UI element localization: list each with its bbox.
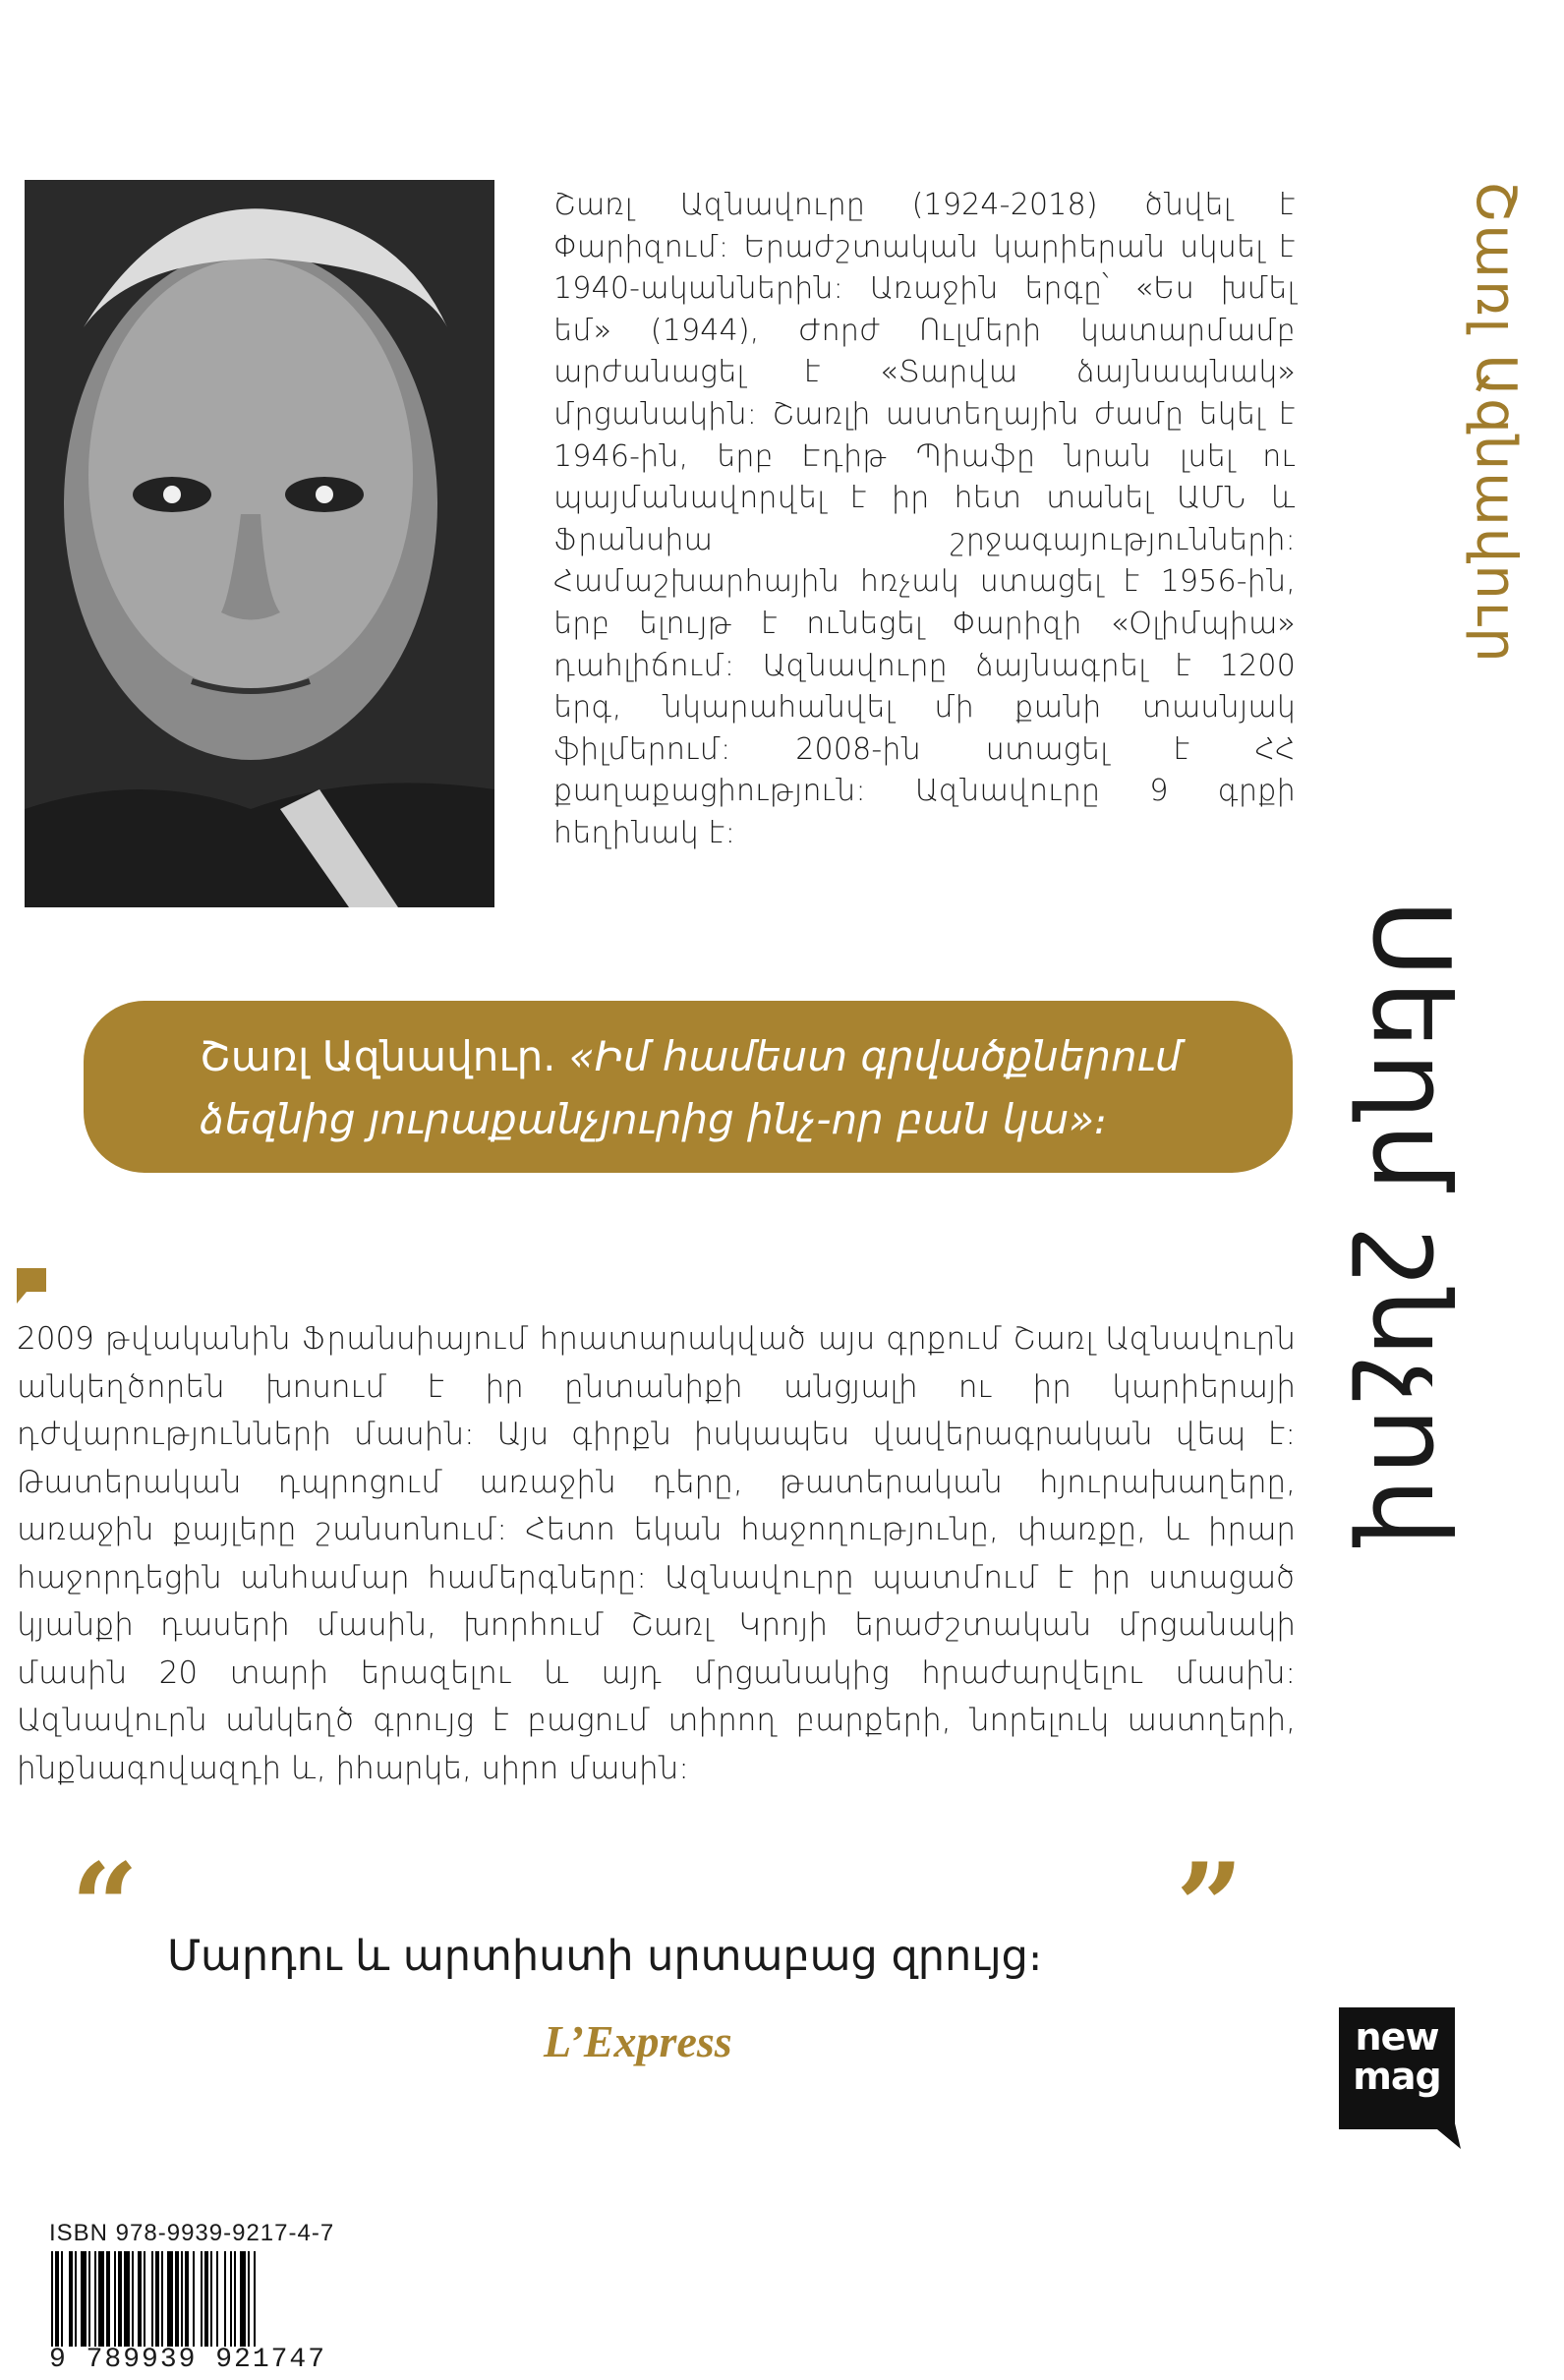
spine-author: Շառլ Ազնավուր [1464,181,1529,665]
praise-source: L’Express [544,2016,732,2066]
open-quote-mark: “ [71,1837,140,1976]
pull-quote-text: «Իմ համեստ գրվածքներում ձեզնից յուրաքանչյուրից ինչ-որ բան կա»։ [200,1032,1182,1143]
book-description [17,1315,1296,1792]
publisher-logo [1339,2007,1461,2149]
publisher-name-line2: mag [1353,2055,1441,2098]
barcode [49,2251,344,2347]
spine [1348,167,1529,1602]
isbn-label: ISBN 978-9939-9217-4-7 [49,2220,335,2246]
publisher-name-line1: new [1355,2015,1439,2059]
praise-text: Մարդու և արտիստի սրտաբաց զրույց։ [167,1932,1043,1981]
speech-bubble-icon [17,1268,46,1304]
close-quote-mark: ” [1176,1837,1245,1976]
pull-quote-banner [84,1001,1293,1173]
spine-title: Սեղմ շնչով [1348,900,1472,1550]
description-text: 2009 թվականին Ֆրանսիայում հրատարակված այս գրքում Շառլ Ազնավուրն անկեղծորեն խոսում է իր ընտանիքի անցյալի ու իր կարիերայի դժվարությունների մասին։ Այս գիրքն իսկապես վավերագրական վեպ է։ Թատերական դպրոցում առաջին դերը, թատերական հյուրախաղերը, առաջին քայլերը շանսոնում։ Հետո եկան հաջողությունը, փառքը, և իրար հաջորդեցին անհամար համերգները։ Ազնավուրը պատմում է իր ստացած կյանքի դասերի մասին, խորհում Շառլ Կրոյի երաժշտական մրցանակի մասին 20 տարի երազելու և այդ մրցանակից հրաժարվելու մասին։ Ազնավուրն անկեղծ գրույց է բացում տիրող բարքերի, նորելուկ աստղերի, ինքնագովազդի և, իհարկե, սիրո մասին։ [17,1321,1296,1786]
author-photo [25,180,494,907]
barcode-digits: 9 789939 921747 [49,2345,327,2375]
pull-quote-author: Շառլ Ազնավուր. [200,1032,556,1080]
biography-text: Շառլ Ազնավուրը (1924-2018) ծնվել է Փարիզում։ Երաժշտական կարիերան սկսել է 1940-ականներին։ Առաջին երգը՝ «Ես խմել եմ» (1944), Ժորժ Ուլմերի կատարմամբ արժանացել է «Տարվա ձայնապնակ» մրցանակին։ Շառլի աստեղային ժամը եկել է 1946-ին, երբ Էդիթ Պիաֆը նրան լսել ու պայմանավորվել է իր հետ տանել ԱՄՆ և Ֆրանսիա շրջագայությունների։ Համաշխարհային հռչակ ստացել է 1956-ին, երբ ելույթ է ունեցել Փարիզի «Օլիմպիա» դահլիճում։ Ազնավուրը ձայնագրել է 1200 երգ, նկարահանվել մի քանի տասնյակ ֆիլմերում։ 2008-ին ստացել է ՀՀ քաղաքացիություն։ Ազնավուրը 9 գրքի հեղինակ է։ [553,188,1296,850]
author-biography [553,185,1296,855]
